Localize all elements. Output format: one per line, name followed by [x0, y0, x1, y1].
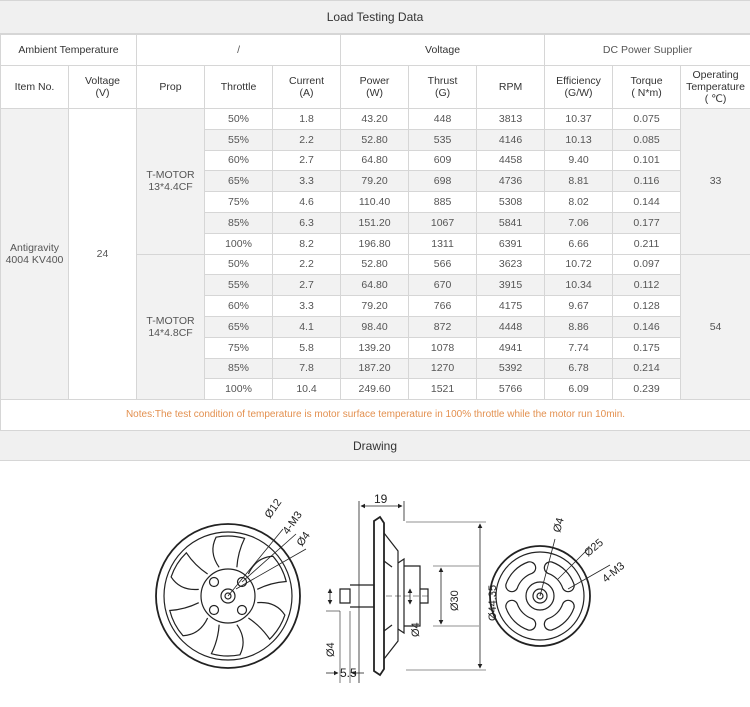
- data-cell: 4736: [477, 171, 545, 192]
- data-cell: 10.13: [545, 129, 613, 150]
- data-cell: 0.239: [613, 379, 681, 400]
- item-no-cell: Antigravity 4004 KV400: [1, 109, 69, 400]
- data-cell: 0.175: [613, 337, 681, 358]
- data-cell: 6391: [477, 233, 545, 254]
- data-cell: 0.146: [613, 316, 681, 337]
- dim-d4-shaft-label: Ø4: [410, 622, 422, 637]
- data-cell: 872: [409, 316, 477, 337]
- data-cell: 196.80: [341, 233, 409, 254]
- table-row: [1, 109, 750, 130]
- data-cell: 1.8: [273, 109, 341, 130]
- data-cell: 3813: [477, 109, 545, 130]
- data-cell: 698: [409, 171, 477, 192]
- data-cell: 79.20: [341, 296, 409, 317]
- data-cell: 535: [409, 129, 477, 150]
- data-cell: 64.80: [341, 275, 409, 296]
- dim-d25-label: Ø25: [582, 536, 606, 560]
- column-header: Power (W): [341, 66, 409, 109]
- data-cell: 10.4: [273, 379, 341, 400]
- data-cell: 4.1: [273, 316, 341, 337]
- data-cell: 0.075: [613, 109, 681, 130]
- data-cell: 64.80: [341, 150, 409, 171]
- data-cell: 5308: [477, 192, 545, 213]
- data-cell: 85%: [205, 358, 273, 379]
- data-cell: 4448: [477, 316, 545, 337]
- mounting-slot: [544, 600, 574, 630]
- data-cell: 75%: [205, 192, 273, 213]
- drawing-title: Drawing: [352, 438, 397, 453]
- load-testing-title: Load Testing Data: [326, 10, 424, 24]
- data-cell: 52.80: [341, 129, 409, 150]
- mounting-slot: [506, 600, 536, 630]
- dim-w55-label: 5.5: [340, 666, 357, 680]
- dim-d4-right-label: Ø4: [551, 516, 567, 534]
- data-cell: 7.8: [273, 358, 341, 379]
- column-header: Current (A): [273, 66, 341, 109]
- dim-w19-label: 19: [374, 492, 388, 506]
- data-cell: 5.8: [273, 337, 341, 358]
- column-header: Efficiency (G/W): [545, 66, 613, 109]
- operating-temperature-cell: 33: [681, 109, 750, 255]
- data-cell: 3.3: [273, 296, 341, 317]
- column-header: Torque ( N*m): [613, 66, 681, 109]
- data-cell: 75%: [205, 337, 273, 358]
- data-cell: 3915: [477, 275, 545, 296]
- data-cell: 5392: [477, 358, 545, 379]
- data-cell: 0.211: [613, 233, 681, 254]
- data-cell: 448: [409, 109, 477, 130]
- data-cell: 60%: [205, 150, 273, 171]
- data-cell: 6.3: [273, 212, 341, 233]
- motor-side-view: [326, 501, 486, 683]
- data-cell: 10.72: [545, 254, 613, 275]
- column-header: Throttle: [205, 66, 273, 109]
- prop-cell: T-MOTOR 13*4.4CF: [137, 109, 205, 255]
- rotor-spoke: [170, 603, 208, 636]
- data-cell: 98.40: [341, 316, 409, 337]
- data-cell: 1067: [409, 212, 477, 233]
- data-cell: 5766: [477, 379, 545, 400]
- data-cell: 10.37: [545, 109, 613, 130]
- data-cell: 100%: [205, 379, 273, 400]
- load-testing-table: [0, 34, 750, 431]
- drawing-title-bar: [0, 430, 750, 461]
- data-cell: 0.214: [613, 358, 681, 379]
- data-cell: 3.3: [273, 171, 341, 192]
- data-cell: 566: [409, 254, 477, 275]
- motor-front-view: [156, 524, 306, 668]
- column-header: Prop: [137, 66, 205, 109]
- data-cell: 4458: [477, 150, 545, 171]
- dim-d4435-label: Ø44.35: [487, 584, 499, 621]
- column-header-row: [1, 66, 750, 109]
- data-cell: 1311: [409, 233, 477, 254]
- data-cell: 8.81: [545, 171, 613, 192]
- conditions-row: [1, 35, 750, 66]
- data-cell: 885: [409, 192, 477, 213]
- data-cell: 10.34: [545, 275, 613, 296]
- data-cell: 110.40: [341, 192, 409, 213]
- data-cell: 4146: [477, 129, 545, 150]
- rotor-spoke: [248, 556, 286, 589]
- data-cell: 249.60: [341, 379, 409, 400]
- data-cell: 0.144: [613, 192, 681, 213]
- motor-drawing: [0, 461, 750, 707]
- data-cell: 4941: [477, 337, 545, 358]
- data-cell: 766: [409, 296, 477, 317]
- mounting-slot: [544, 562, 574, 592]
- data-cell: 2.2: [273, 129, 341, 150]
- data-cell: 151.20: [341, 212, 409, 233]
- dim-d30-label: Ø30: [449, 590, 461, 611]
- data-cell: 0.116: [613, 171, 681, 192]
- column-header: Voltage (V): [69, 66, 137, 109]
- column-header: Thrust (G): [409, 66, 477, 109]
- data-cell: 8.2: [273, 233, 341, 254]
- dc-power-supplier-label: DC Power Supplier: [545, 35, 750, 66]
- dim-m3-left-label: 4-M3: [280, 509, 305, 537]
- data-cell: 0.128: [613, 296, 681, 317]
- dim-d12-label: Ø12: [262, 496, 285, 521]
- data-cell: 670: [409, 275, 477, 296]
- ambient-temperature-label: Ambient Temperature: [1, 35, 137, 66]
- data-cell: 55%: [205, 129, 273, 150]
- notes-row: [1, 400, 750, 431]
- data-cell: 50%: [205, 109, 273, 130]
- dim-d4-left-label: Ø4: [294, 529, 313, 549]
- data-cell: 0.085: [613, 129, 681, 150]
- data-cell: 65%: [205, 171, 273, 192]
- data-cell: 8.86: [545, 316, 613, 337]
- dim-m3-right-label: 4-M3: [600, 559, 628, 586]
- data-cell: 2.7: [273, 150, 341, 171]
- test-condition-note: Notes:The test condition of temperature is motor surface temperature in 100% throttle while the motor run 10min.: [1, 400, 750, 431]
- load-testing-title-bar: [0, 0, 750, 34]
- data-cell: 0.112: [613, 275, 681, 296]
- data-cell: 2.7: [273, 275, 341, 296]
- data-cell: 50%: [205, 254, 273, 275]
- column-header: Operating Temperature ( ℃): [681, 66, 750, 109]
- data-cell: 43.20: [341, 109, 409, 130]
- data-cell: 6.66: [545, 233, 613, 254]
- data-cell: 1270: [409, 358, 477, 379]
- data-cell: 0.177: [613, 212, 681, 233]
- data-cell: 100%: [205, 233, 273, 254]
- data-cell: 5841: [477, 212, 545, 233]
- data-cell: 4175: [477, 296, 545, 317]
- data-cell: 9.67: [545, 296, 613, 317]
- ambient-temperature-value: /: [137, 35, 341, 66]
- voltage-cell: 24: [69, 109, 137, 400]
- data-cell: 9.40: [545, 150, 613, 171]
- data-cell: 0.097: [613, 254, 681, 275]
- data-cell: 7.74: [545, 337, 613, 358]
- data-cell: 1521: [409, 379, 477, 400]
- data-cell: 4.6: [273, 192, 341, 213]
- rotor-spoke: [211, 625, 243, 656]
- voltage-condition-label: Voltage: [341, 35, 545, 66]
- data-cell: 1078: [409, 337, 477, 358]
- column-header: Item No.: [1, 66, 69, 109]
- data-cell: 65%: [205, 316, 273, 337]
- data-cell: 3623: [477, 254, 545, 275]
- data-cell: 0.101: [613, 150, 681, 171]
- data-cell: 55%: [205, 275, 273, 296]
- data-cell: 52.80: [341, 254, 409, 275]
- data-cell: 60%: [205, 296, 273, 317]
- operating-temperature-cell: 54: [681, 254, 750, 400]
- data-cell: 6.78: [545, 358, 613, 379]
- rotor-spoke: [213, 536, 245, 567]
- prop-cell: T-MOTOR 14*4.8CF: [137, 254, 205, 400]
- data-cell: 7.06: [545, 212, 613, 233]
- data-cell: 609: [409, 150, 477, 171]
- dim-d4-side-label: Ø4: [325, 642, 337, 657]
- data-cell: 6.09: [545, 379, 613, 400]
- data-cell: 85%: [205, 212, 273, 233]
- data-cell: 139.20: [341, 337, 409, 358]
- data-cell: 187.20: [341, 358, 409, 379]
- data-cell: 2.2: [273, 254, 341, 275]
- column-header: RPM: [477, 66, 545, 109]
- mounting-slot: [506, 562, 536, 592]
- data-cell: 79.20: [341, 171, 409, 192]
- data-cell: 8.02: [545, 192, 613, 213]
